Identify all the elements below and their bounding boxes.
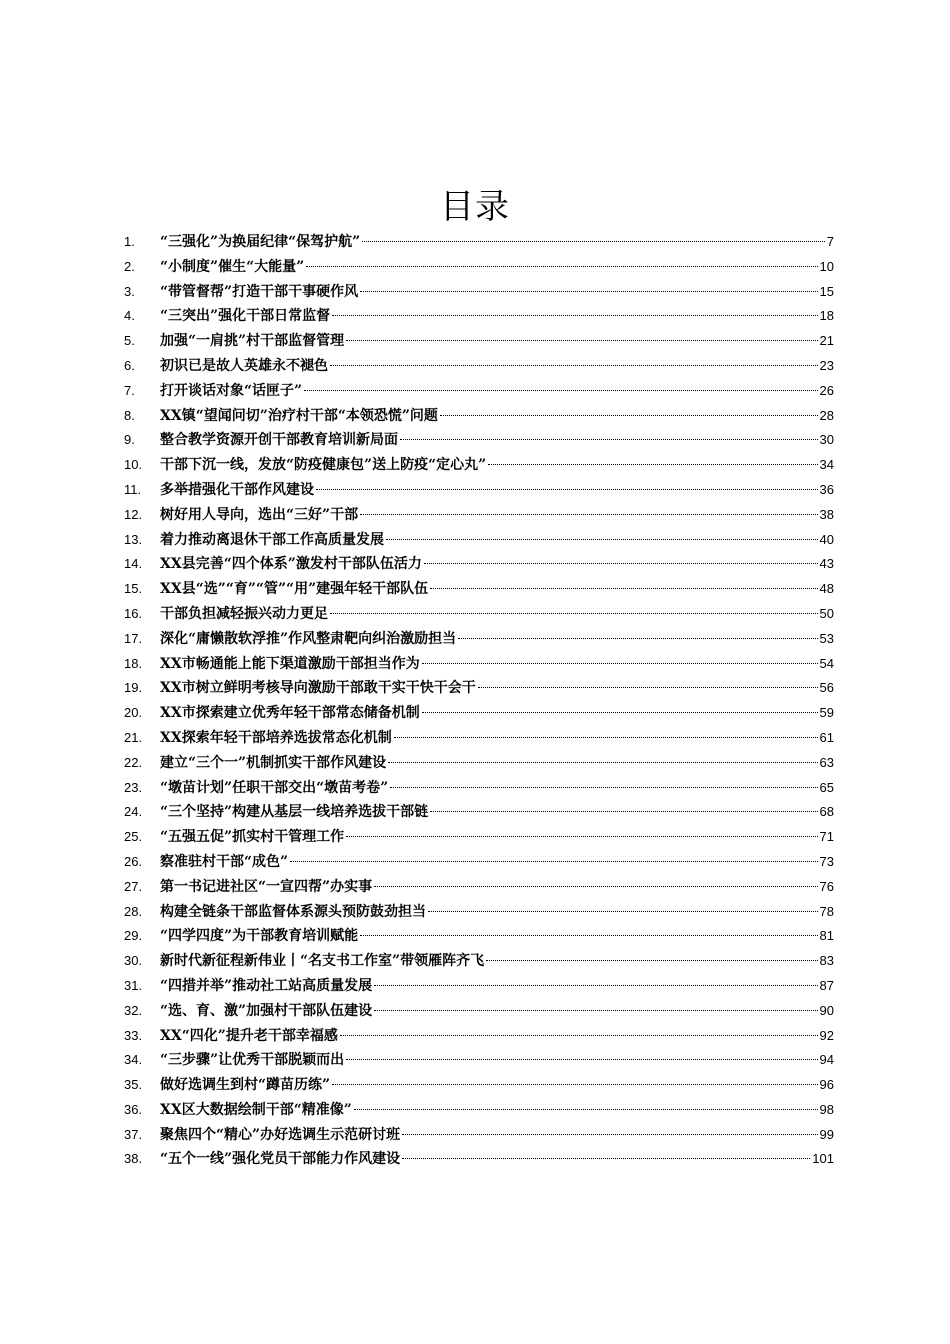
toc-entry-page-number: 73 <box>819 853 834 869</box>
toc-dot-leader <box>428 911 818 912</box>
toc-entry[interactable] <box>124 552 834 577</box>
toc-entry-title: “墩苗计划”任职干部交出“墩苗考卷” <box>160 779 389 796</box>
toc-entry[interactable] <box>124 800 834 825</box>
toc-entry-page-number: 59 <box>819 705 834 721</box>
toc-entry-page-number: 98 <box>819 1101 834 1117</box>
toc-dot-leader <box>340 1035 818 1036</box>
toc-entry[interactable] <box>124 404 834 429</box>
toc-entry-title: 聚焦四个“精心”办好选调生示范研讨班 <box>160 1126 401 1143</box>
toc-entry-number: 17. <box>124 630 143 646</box>
toc-entry[interactable] <box>124 924 834 949</box>
toc-entry-page-number: 15 <box>819 283 834 299</box>
toc-entry-number: 38. <box>124 1151 143 1167</box>
toc-dot-leader <box>478 687 818 688</box>
toc-entry[interactable] <box>124 255 834 280</box>
toc-dot-leader <box>386 539 818 540</box>
toc-entry-number: 15. <box>124 581 143 597</box>
toc-entry-title: 着力推动离退休干部工作高质量发展 <box>160 531 384 548</box>
toc-dot-leader <box>330 613 818 614</box>
toc-entry-number: 32. <box>124 1002 143 1018</box>
toc-entry-number: 35. <box>124 1077 143 1093</box>
toc-entry[interactable] <box>124 1147 834 1172</box>
toc-entry-page-number: 23 <box>819 357 834 373</box>
toc-entry-page-number: 38 <box>819 506 834 522</box>
toc-entry-title: 深化“庸懒散软浮推”作风整肃靶向纠治激励担当 <box>160 630 457 647</box>
toc-entry[interactable] <box>124 503 834 528</box>
toc-entry-page-number: 87 <box>819 977 834 993</box>
toc-dot-leader <box>330 365 818 366</box>
toc-entry-page-number: 56 <box>819 680 834 696</box>
toc-entry-page-number: 26 <box>819 382 834 398</box>
toc-entry-title: XX镇“望闻问切”治疗村干部“本领恐慌”问题 <box>160 407 438 424</box>
toc-entry-title: 第一书记进社区“一宣四帮”办实事 <box>160 878 373 895</box>
toc-entry-title: 树好用人导向，选出“三好”干部 <box>160 506 359 523</box>
toc-dot-leader <box>306 266 817 267</box>
toc-entry-number: 7. <box>124 382 135 398</box>
toc-entry-title: XX探索年轻干部培养选拔常态化机制 <box>160 729 392 746</box>
toc-dot-leader <box>402 1158 810 1159</box>
toc-dot-leader <box>488 464 817 465</box>
toc-entry-title: “四学四度”为干部教育培训赋能 <box>160 928 359 945</box>
toc-entry-number: 2. <box>124 258 135 274</box>
toc-entry-number: 25. <box>124 829 143 845</box>
toc-entry-page-number: 30 <box>819 432 834 448</box>
toc-entry[interactable] <box>124 1073 834 1098</box>
toc-entry-page-number: 76 <box>819 878 834 894</box>
toc-entry-number: 33. <box>124 1027 143 1043</box>
toc-entry-page-number: 61 <box>819 729 834 745</box>
toc-entry-page-number: 81 <box>819 928 834 944</box>
toc-entry-page-number: 101 <box>812 1151 834 1167</box>
toc-entry[interactable] <box>124 1098 834 1123</box>
toc-entry-number: 5. <box>124 333 135 349</box>
toc-entry-page-number: 43 <box>819 556 834 572</box>
toc-dot-leader <box>422 663 818 664</box>
toc-entry-title: “三强化”为换届纪律“保驾护航” <box>160 234 361 250</box>
toc-entry-title: “四措并举”推动社工站高质量发展 <box>160 977 373 994</box>
toc-dot-leader <box>332 1084 817 1085</box>
toc-entry[interactable] <box>124 776 834 801</box>
toc-entry-title: 建立“三个一”机制抓实干部作风建设 <box>160 754 387 771</box>
toc-dot-leader <box>486 960 817 961</box>
toc-dot-leader <box>354 1109 818 1110</box>
toc-entry-title: “三个坚持”构建从基层一线培养选拔干部链 <box>160 804 429 821</box>
toc-entry-page-number: 28 <box>819 407 834 423</box>
toc-entry-page-number: 68 <box>819 804 834 820</box>
toc-entry-number: 14. <box>124 556 143 572</box>
toc-title: 目录 <box>440 187 510 227</box>
toc-entry-number: 22. <box>124 754 143 770</box>
toc-entry-number: 11. <box>124 481 142 497</box>
toc-dot-leader <box>402 1134 817 1135</box>
toc-entry-page-number: 40 <box>819 531 834 547</box>
toc-entry-number: 28. <box>124 903 143 919</box>
toc-entry[interactable] <box>124 751 834 776</box>
toc-entry-number: 21. <box>124 729 143 745</box>
toc-entry-title: XX区大数据绘制干部“精准像” <box>160 1101 352 1118</box>
toc-dot-leader <box>374 985 817 986</box>
toc-entry-number: 20. <box>124 705 143 721</box>
toc-entry-page-number: 90 <box>819 1002 834 1018</box>
toc-dot-leader <box>360 291 817 292</box>
toc-entry[interactable] <box>124 304 834 329</box>
toc-entry-title: 整合教学资源开创干部教育培训新局面 <box>160 432 398 449</box>
toc-entry-title: 干部下沉一线，发放“防疫健康包”送上防疫“定心丸” <box>160 457 487 474</box>
toc-entry-number: 27. <box>124 878 143 894</box>
toc-entry-page-number: 53 <box>819 630 834 646</box>
toc-entry-page-number: 99 <box>819 1126 834 1142</box>
toc-entry-number: 10. <box>124 457 143 473</box>
toc-dot-leader <box>290 861 817 862</box>
toc-entry-page-number: 83 <box>819 953 834 969</box>
toc-entry-number: 24. <box>124 804 143 820</box>
toc-entry[interactable] <box>124 676 834 701</box>
toc-entry[interactable] <box>124 850 834 875</box>
toc-entry[interactable] <box>124 1024 834 1049</box>
toc-entry-page-number: 18 <box>819 308 834 324</box>
toc-entry-page-number: 94 <box>819 1052 834 1068</box>
toc-dot-leader <box>430 588 817 589</box>
toc-entry-title: XX市探索建立优秀年轻干部常态储备机制 <box>160 705 420 722</box>
toc-entry-title: XX市畅通能上能下渠道激励干部担当作为 <box>160 655 420 672</box>
toc-dot-leader <box>400 439 818 440</box>
toc-entry-title: 做好选调生到村“蹲苗历练” <box>160 1077 331 1094</box>
toc-entry-page-number: 78 <box>819 903 834 919</box>
toc-entry-page-number: 71 <box>819 829 834 845</box>
toc-entry-title: 构建全链条干部监督体系源头预防鼓劲担当 <box>160 903 426 920</box>
toc-entry-title: XX县“选”“育”“管”“用”建强年轻干部队伍 <box>160 581 429 598</box>
toc-dot-leader <box>374 886 817 887</box>
toc-entry[interactable] <box>124 329 834 354</box>
toc-entry-title: 新时代新征程新伟业丨“名支书工作室”带领雁阵齐飞 <box>160 953 485 970</box>
toc-entry-page-number: 36 <box>819 481 834 497</box>
toc-entry-page-number: 54 <box>819 655 834 671</box>
toc-dot-leader <box>390 787 817 788</box>
toc-entry[interactable] <box>124 999 834 1024</box>
toc-entry[interactable] <box>124 602 834 627</box>
toc-entry[interactable] <box>124 1123 834 1148</box>
toc-entry-title: XX“四化”提升老干部幸福感 <box>160 1027 338 1044</box>
toc-entry-number: 36. <box>124 1101 143 1117</box>
toc-dot-leader <box>424 563 818 564</box>
toc-dot-leader <box>362 241 825 242</box>
toc-dot-leader <box>394 737 818 738</box>
toc-entry-number: 26. <box>124 853 143 869</box>
toc-dot-leader <box>360 514 817 515</box>
toc-entry-number: 31. <box>124 977 143 993</box>
toc-entry[interactable] <box>124 428 834 453</box>
toc-entry-page-number: 50 <box>819 605 834 621</box>
toc-entry-title: 多举措强化干部作风建设 <box>160 481 314 498</box>
toc-dot-leader <box>316 489 818 490</box>
toc-entry-title: “三突出”强化干部日常监督 <box>160 308 331 325</box>
toc-entry-title: 察准驻村干部“成色” <box>160 853 289 870</box>
toc-dot-leader <box>374 1010 817 1011</box>
toc-dot-leader <box>304 390 817 391</box>
toc-entry[interactable] <box>124 1048 834 1073</box>
toc-dot-leader <box>332 315 817 316</box>
toc-dot-leader <box>458 638 817 639</box>
toc-entry-number: 8. <box>124 407 135 423</box>
toc-entry-number: 37. <box>124 1126 143 1142</box>
toc-entry[interactable] <box>124 701 834 726</box>
toc-entry-title: 初识已是故人英雄永不褪色 <box>160 357 328 374</box>
toc-dot-leader <box>360 935 817 936</box>
toc-entry[interactable] <box>124 379 834 404</box>
toc-entry-title: XX市树立鲜明考核导向激励干部敢干实干快干会干 <box>160 680 476 697</box>
toc-entry-number: 30. <box>124 953 143 969</box>
toc-entry-page-number: 34 <box>819 457 834 473</box>
toc-entry-page-number: 65 <box>819 779 834 795</box>
toc-entry[interactable] <box>124 230 834 255</box>
toc-entry-number: 16. <box>124 605 143 621</box>
toc-dot-leader <box>422 712 818 713</box>
toc-entry-page-number: 10 <box>819 258 834 274</box>
toc-entry-page-number: 48 <box>819 581 834 597</box>
toc-list <box>124 230 834 1172</box>
toc-entry-number: 6. <box>124 357 135 373</box>
toc-entry-number: 34. <box>124 1052 143 1068</box>
toc-entry-page-number: 7 <box>826 234 834 249</box>
toc-entry-title: “五强五促”抓实村干管理工作 <box>160 829 345 846</box>
toc-entry-number: 4. <box>124 308 135 324</box>
toc-dot-leader <box>430 811 817 812</box>
toc-entry-number: 13. <box>124 531 143 547</box>
toc-entry-title: 干部负担减轻振兴动力更足 <box>160 605 328 622</box>
toc-entry-number: 1. <box>124 234 135 249</box>
toc-entry-title: “三步骤”让优秀干部脱颖而出 <box>160 1052 345 1069</box>
toc-entry[interactable] <box>124 652 834 677</box>
toc-entry-number: 9. <box>124 432 135 448</box>
toc-entry[interactable] <box>124 354 834 379</box>
toc-entry-page-number: 92 <box>819 1027 834 1043</box>
toc-entry[interactable] <box>124 974 834 999</box>
toc-entry-number: 23. <box>124 779 143 795</box>
toc-entry-number: 3. <box>124 283 135 299</box>
toc-entry[interactable] <box>124 528 834 553</box>
toc-entry[interactable] <box>124 577 834 602</box>
toc-entry[interactable] <box>124 453 834 478</box>
toc-entry-number: 18. <box>124 655 143 671</box>
toc-dot-leader <box>346 836 817 837</box>
toc-entry-page-number: 96 <box>819 1077 834 1093</box>
toc-dot-leader <box>346 1059 817 1060</box>
toc-entry[interactable] <box>124 900 834 925</box>
toc-entry-title: 加强“一肩挑”村干部监督管理 <box>160 333 345 350</box>
toc-entry-title: “五个一线”强化党员干部能力作风建设 <box>160 1151 401 1168</box>
toc-entry[interactable] <box>124 825 834 850</box>
toc-entry-page-number: 63 <box>819 754 834 770</box>
toc-entry[interactable] <box>124 875 834 900</box>
toc-entry-page-number: 21 <box>819 333 834 349</box>
toc-dot-leader <box>440 415 818 416</box>
toc-entry[interactable] <box>124 280 834 305</box>
toc-entry-title: 打开谈话对象“话匣子” <box>160 382 303 399</box>
toc-entry[interactable] <box>124 478 834 503</box>
toc-dot-leader <box>388 762 817 763</box>
toc-entry-title: “带管督帮”打造干部干事硬作风 <box>160 283 359 300</box>
toc-dot-leader <box>346 340 817 341</box>
toc-entry-number: 29. <box>124 928 143 944</box>
toc-entry[interactable] <box>124 627 834 652</box>
toc-entry-title: “选、育、激”加强村干部队伍建设 <box>160 1002 373 1019</box>
toc-entry[interactable] <box>124 726 834 751</box>
toc-entry-title: “小制度”催生“大能量” <box>160 258 305 275</box>
toc-entry[interactable] <box>124 949 834 974</box>
toc-entry-number: 19. <box>124 680 143 696</box>
toc-entry-number: 12. <box>124 506 143 522</box>
toc-entry-title: XX县完善“四个体系”激发村干部队伍活力 <box>160 556 422 573</box>
